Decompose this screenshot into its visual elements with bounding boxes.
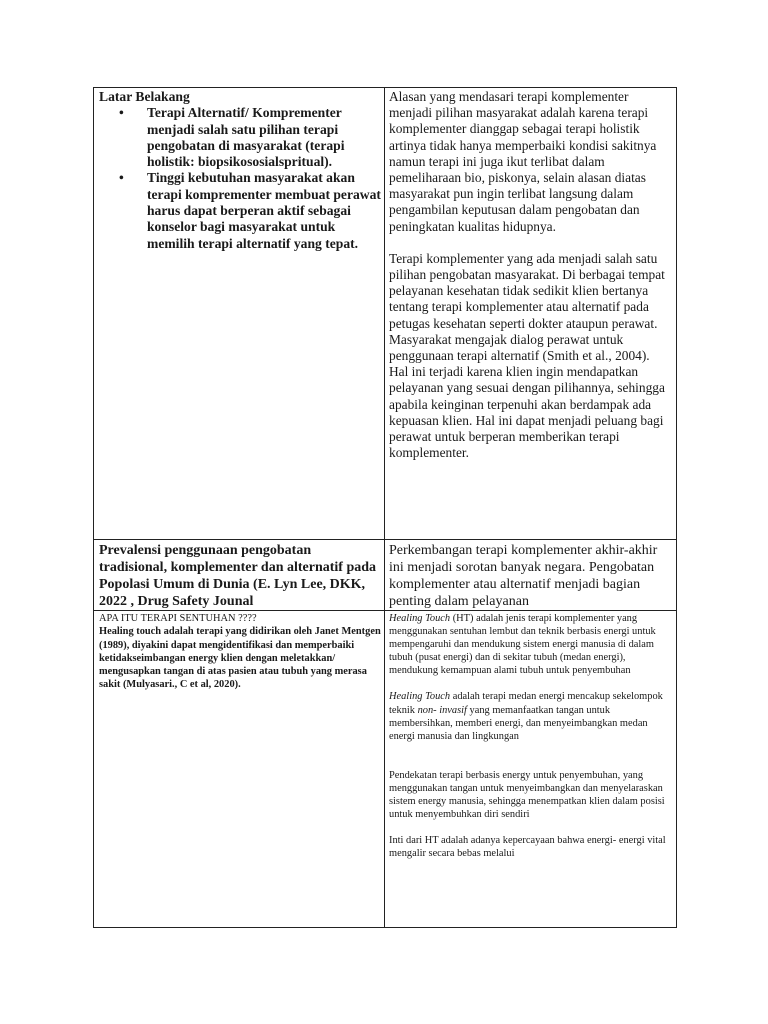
row2-right-cell xyxy=(389,542,672,609)
healing-touch-definition: Healing touch adalah terapi yang didirikan oleh Janet Mentgen (1989), diyakini dapat mengidentifikasi dan memperbaiki ketidakseimbangan energy klien dengan meletakkan/ mengusapkan tangan di atas pasien atau tubuh yang merasa sakit (Mulyasari., C et al, 2020). xyxy=(99,626,381,691)
list-item: • Tinggi kebutuhan masyarakat akan terapi komprementer membuat perawat harus dapat berperan aktif sebagai konselor bagi masyarakat untuk memilih terapi alternatif yang tepat. xyxy=(119,170,381,251)
paragraph: Healing Touch adalah terapi medan energi mencakup sekelompok teknik non- invasif yang memanfaatkan tangan untuk membersihkan, memberi energi, dan menyeimbangkan medan energi manusia dan lingkungan xyxy=(389,691,663,742)
list-item: • Terapi Alternatif/ Komprementer menjadi salah satu pilihan terapi pengobatan di masyarakat (terapi holistik: biopsikososialspritual). xyxy=(119,105,345,170)
column-divider xyxy=(384,87,385,927)
healing-touch-heading: APA ITU TERAPI SENTUHAN ???? xyxy=(99,613,257,624)
paragraph: Alasan yang mendasari terapi komplementer menjadi pilihan masyarakat adalah karena terapi komplementer dianggap sebagai terapi holistik artinya tidak hanya memperbaiki kondisi sakitnya namun terapi ini juga ikut terlibat dalam pemeliharaan bio, piskonya, selain alasan diatas masyarakat pun ingin terlibat langsung dalam pengambilan keputusan dalam pengobatan dan peningkatan kualitas hidupnya. xyxy=(389,89,657,234)
row3-right-cell xyxy=(389,612,672,926)
row1-left-cell xyxy=(99,89,381,537)
term: Healing Touch xyxy=(389,691,451,703)
paragraph: Healing Touch (HT) adalah jenis terapi komplementer yang menggunakan sentuhan lembut dan teknik berbasis energi untuk mempengaruhi dan mendukung sistem energi manusia di dalam tubuh (pusat energi) dan di sekitar tubuh (medan energi), mendukung kemampuan alami tubuh untuk penyembuhan xyxy=(389,613,656,677)
row3-left-cell xyxy=(99,612,381,924)
row2-left-cell xyxy=(99,542,381,608)
row-divider-2 xyxy=(93,610,677,611)
term: Healing Touch xyxy=(389,613,451,624)
paragraph: Inti dari HT adalah adanya kepercayaan bahwa energi- energi vital mengalir secara bebas melalui xyxy=(389,835,666,860)
paragraph: Terapi komplementer yang ada menjadi salah satu pilihan pengobatan masyarakat. Di berbagai tempat pelayanan kesehatan tidak sedikit klien bertanya tentang terapi komplementer atau alternatif pada petugas kesehatan seperti dokter ataupun perawat. Masyarakat mengajak dialog perawat untuk penggunaan terapi alternatif (Smith et al., 2004). Hal ini terjadi karena klien ingin mendapatkan pelayanan yang sesuai dengan pilihannya, sehingga apabila keinginan terpenuhi akan berdampak ada kepuasan klien. Hal ini dapat menjadi peluang bagi perawat untuk berperan memberikan terapi komplementer. xyxy=(389,250,665,461)
paragraph: Perkembangan terapi komplementer akhir-akhir ini menjadi sorotan banyak negara. Pengobatan komplementer atau alternatif menjadi bagian penting dalam pelayanan xyxy=(389,543,658,609)
prevalence-heading: Prevalensi penggunaan pengobatan tradisional, komplementer dan alternatif pada Popolasi Umum di Dunia (E. Lyn Lee, DKK, 2022 , Drug Safety Jounal xyxy=(99,543,377,608)
background-bullet-list xyxy=(99,105,381,252)
emphasis: non- invasif xyxy=(417,704,467,716)
section-title: Latar Belakang xyxy=(99,89,190,104)
row1-right-cell xyxy=(389,89,672,539)
paragraph: Pendekatan terapi berbasis energy untuk penyembuhan, yang menggunakan tangan untuk menyeimbangkan dan menyelaraskan sistem energy manusia, sehingga menempatkan klien dalam posisi untuk menyembuhkan diri sendiri xyxy=(389,769,665,821)
bullet-icon: • xyxy=(119,105,124,121)
bullet-icon: • xyxy=(119,170,124,186)
row-divider-1 xyxy=(93,539,677,540)
